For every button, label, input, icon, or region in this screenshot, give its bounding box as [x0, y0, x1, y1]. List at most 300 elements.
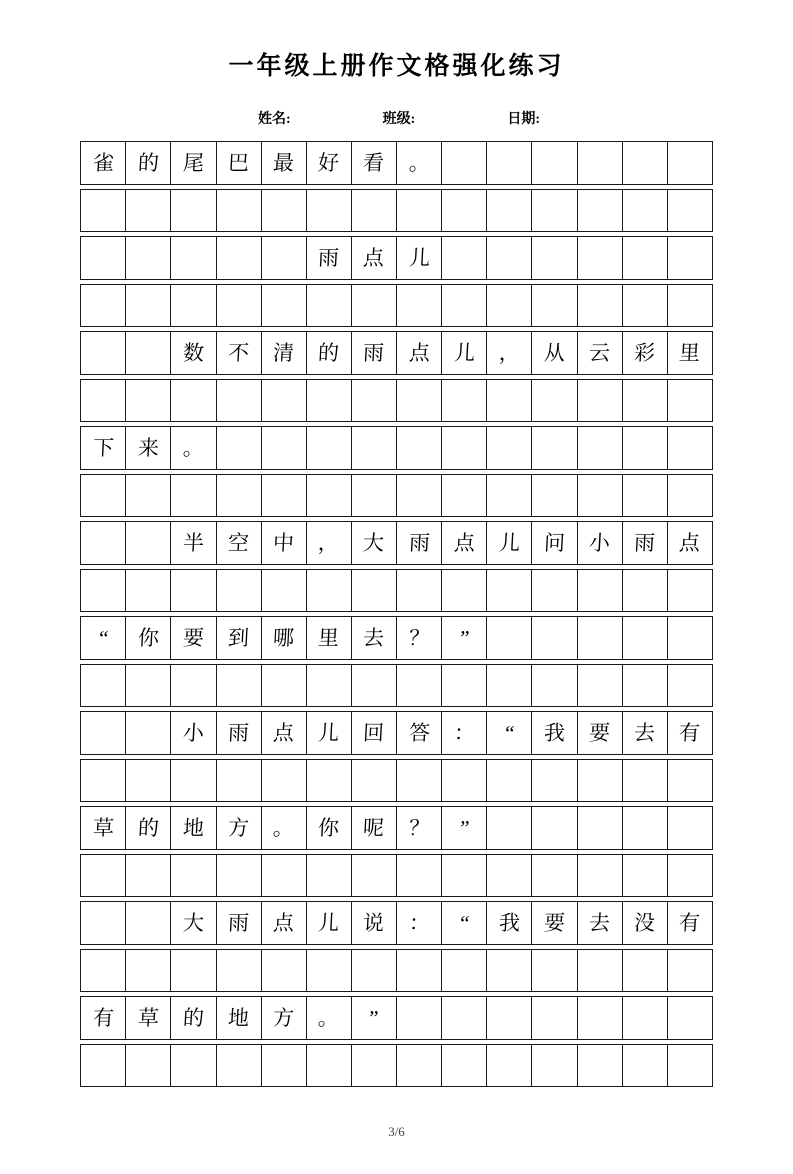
grid-cell-filled[interactable]	[171, 807, 216, 850]
grid-cell-empty[interactable]	[487, 950, 532, 992]
grid-cell-empty[interactable]	[577, 760, 622, 802]
grid-cell-empty[interactable]	[126, 712, 171, 755]
grid-cell-empty[interactable]	[351, 950, 396, 992]
grid-cell-empty[interactable]	[577, 285, 622, 327]
grid-cell-empty[interactable]	[397, 760, 442, 802]
grid-cell-empty[interactable]	[532, 427, 577, 470]
grid-cell-empty[interactable]	[81, 665, 126, 707]
grid-cell-filled[interactable]	[81, 617, 126, 660]
grid-cell-filled[interactable]	[306, 902, 351, 945]
grid-cell-empty[interactable]	[126, 237, 171, 280]
grid-cell-empty[interactable]	[81, 475, 126, 517]
grid-cell-empty[interactable]	[442, 190, 487, 232]
grid-cell-empty[interactable]	[261, 475, 306, 517]
grid-cell-empty[interactable]	[622, 807, 667, 850]
grid-cell-empty[interactable]	[126, 190, 171, 232]
grid-cell-empty[interactable]	[532, 190, 577, 232]
grid-cell-filled[interactable]	[442, 712, 487, 755]
cell-character: 去	[362, 626, 386, 650]
grid-cell-empty[interactable]	[306, 190, 351, 232]
grid-cell-empty[interactable]	[442, 855, 487, 897]
grid-cell-filled[interactable]	[126, 807, 171, 850]
grid-cell-empty[interactable]	[216, 950, 261, 992]
grid-cell-empty[interactable]	[126, 285, 171, 327]
grid-cell-filled[interactable]	[126, 617, 171, 660]
grid-cell-empty[interactable]	[667, 427, 712, 470]
grid-cell-empty[interactable]	[667, 570, 712, 612]
grid-row	[81, 427, 713, 470]
grid-cell-empty[interactable]	[397, 427, 442, 470]
grid-cell-empty[interactable]	[261, 570, 306, 612]
cell-character: 点	[272, 911, 295, 935]
grid-cell-empty[interactable]	[532, 997, 577, 1040]
grid-cell-filled[interactable]	[532, 712, 577, 755]
grid-cell-empty[interactable]	[216, 855, 261, 897]
grid-cell-empty[interactable]	[397, 1045, 442, 1087]
grid-cell-empty[interactable]	[81, 285, 126, 327]
cell-character: 点	[453, 531, 476, 555]
grid-cell-empty[interactable]	[351, 475, 396, 517]
grid-cell-empty[interactable]	[622, 1045, 667, 1087]
grid-cell-empty[interactable]	[261, 285, 306, 327]
grid-cell-empty[interactable]	[442, 950, 487, 992]
grid-cell-empty[interactable]	[81, 902, 126, 945]
grid-cell-empty[interactable]	[171, 855, 216, 897]
grid-cell-filled[interactable]	[261, 997, 306, 1040]
grid-cell-empty[interactable]	[487, 285, 532, 327]
cell-character: 巴	[227, 151, 250, 175]
grid-cell-filled[interactable]	[397, 332, 442, 375]
cell-character: 好	[317, 151, 340, 175]
grid-cell-empty[interactable]	[126, 760, 171, 802]
grid-cell-filled[interactable]	[216, 712, 261, 755]
grid-cell-empty[interactable]	[667, 190, 712, 232]
grid-cell-empty[interactable]	[216, 1045, 261, 1087]
grid-cell-empty[interactable]	[351, 570, 396, 612]
grid-cell-empty[interactable]	[81, 237, 126, 280]
grid-cell-empty[interactable]	[667, 665, 712, 707]
grid-cell-empty[interactable]	[577, 142, 622, 185]
grid-cell-empty[interactable]	[306, 855, 351, 897]
grid-cell-empty[interactable]	[351, 380, 396, 422]
grid-cell-empty[interactable]	[577, 807, 622, 850]
grid-cell-empty[interactable]	[261, 1045, 306, 1087]
grid-cell-filled[interactable]	[667, 712, 712, 755]
grid-cell-empty[interactable]	[532, 380, 577, 422]
grid-cell-empty[interactable]	[622, 760, 667, 802]
grid-cell-empty[interactable]	[397, 950, 442, 992]
grid-cell-filled[interactable]	[532, 332, 577, 375]
grid-cell-empty[interactable]	[351, 285, 396, 327]
grid-cell-empty[interactable]	[216, 475, 261, 517]
grid-cell-empty[interactable]	[171, 570, 216, 612]
grid-cell-empty[interactable]	[532, 617, 577, 660]
grid-cell-filled[interactable]	[171, 997, 216, 1040]
grid-row	[81, 142, 713, 185]
grid-cell-empty[interactable]	[397, 997, 442, 1040]
grid-cell-empty[interactable]	[667, 380, 712, 422]
grid-cell-filled[interactable]	[306, 712, 351, 755]
grid-cell-filled[interactable]	[351, 997, 396, 1040]
grid-cell-empty[interactable]	[442, 142, 487, 185]
grid-cell-filled[interactable]	[216, 902, 261, 945]
grid-cell-empty[interactable]	[126, 332, 171, 375]
grid-cell-filled[interactable]	[442, 332, 487, 375]
grid-cell-filled[interactable]	[397, 142, 442, 185]
grid-cell-empty[interactable]	[487, 475, 532, 517]
grid-cell-filled[interactable]	[622, 522, 667, 565]
grid-cell-empty[interactable]	[81, 570, 126, 612]
grid-cell-empty[interactable]	[306, 570, 351, 612]
cell-character: 小	[588, 531, 611, 555]
grid-cell-filled[interactable]	[442, 807, 487, 850]
grid-cell-empty[interactable]	[81, 760, 126, 802]
grid-cell-empty[interactable]	[397, 665, 442, 707]
grid-cell-filled[interactable]	[81, 142, 126, 185]
grid-cell-filled[interactable]	[351, 522, 396, 565]
grid-cell-empty[interactable]	[306, 760, 351, 802]
grid-cell-empty[interactable]	[667, 950, 712, 992]
grid-cell-empty[interactable]	[532, 807, 577, 850]
grid-cell-empty[interactable]	[667, 997, 712, 1040]
grid-cell-empty[interactable]	[81, 712, 126, 755]
grid-cell-filled[interactable]	[306, 237, 351, 280]
cell-character: ：	[407, 911, 431, 935]
grid-cell-filled[interactable]	[306, 617, 351, 660]
grid-cell-empty[interactable]	[81, 855, 126, 897]
grid-cell-empty[interactable]	[397, 380, 442, 422]
grid-cell-empty[interactable]	[306, 1045, 351, 1087]
grid-cell-filled[interactable]	[216, 332, 261, 375]
grid-cell-empty[interactable]	[442, 427, 487, 470]
grid-cell-empty[interactable]	[667, 285, 712, 327]
grid-cell-empty[interactable]	[442, 997, 487, 1040]
grid-cell-filled[interactable]	[171, 332, 216, 375]
grid-cell-empty[interactable]	[261, 665, 306, 707]
grid-cell-empty[interactable]	[487, 997, 532, 1040]
grid-cell-empty[interactable]	[81, 522, 126, 565]
grid-cell-empty[interactable]	[351, 665, 396, 707]
grid-cell-empty[interactable]	[216, 665, 261, 707]
grid-cell-empty[interactable]	[487, 760, 532, 802]
cell-character: 清	[272, 341, 295, 365]
grid-cell-empty[interactable]	[306, 475, 351, 517]
grid-cell-filled[interactable]	[171, 902, 216, 945]
grid-cell-empty[interactable]	[487, 665, 532, 707]
grid-cell-empty[interactable]	[442, 570, 487, 612]
grid-cell-empty[interactable]	[577, 997, 622, 1040]
grid-cell-filled[interactable]	[577, 332, 622, 375]
grid-cell-empty[interactable]	[126, 902, 171, 945]
grid-cell-empty[interactable]	[532, 237, 577, 280]
grid-row	[81, 522, 713, 565]
grid-cell-empty[interactable]	[171, 380, 216, 422]
grid-cell-empty[interactable]	[306, 665, 351, 707]
grid-cell-empty[interactable]	[216, 570, 261, 612]
grid-cell-empty[interactable]	[442, 285, 487, 327]
grid-cell-empty[interactable]	[351, 760, 396, 802]
grid-cell-filled[interactable]	[532, 902, 577, 945]
grid-cell-empty[interactable]	[577, 380, 622, 422]
grid-cell-empty[interactable]	[442, 760, 487, 802]
grid-cell-filled[interactable]	[126, 997, 171, 1040]
grid-cell-empty[interactable]	[351, 190, 396, 232]
grid-cell-empty[interactable]	[261, 190, 306, 232]
grid-cell-filled[interactable]	[261, 142, 306, 185]
grid-cell-empty[interactable]	[622, 380, 667, 422]
grid-cell-empty[interactable]	[171, 237, 216, 280]
grid-cell-filled[interactable]	[442, 522, 487, 565]
grid-cell-empty[interactable]	[487, 427, 532, 470]
grid-cell-filled[interactable]	[306, 807, 351, 850]
grid-cell-filled[interactable]	[577, 902, 622, 945]
grid-cell-empty[interactable]	[532, 665, 577, 707]
grid-row	[81, 475, 713, 517]
grid-cell-empty[interactable]	[306, 380, 351, 422]
grid-cell-empty[interactable]	[532, 285, 577, 327]
grid-cell-empty[interactable]	[397, 855, 442, 897]
grid-cell-empty[interactable]	[622, 855, 667, 897]
grid-cell-empty[interactable]	[126, 1045, 171, 1087]
grid-cell-filled[interactable]	[397, 522, 442, 565]
grid-cell-empty[interactable]	[126, 380, 171, 422]
grid-cell-filled[interactable]	[306, 142, 351, 185]
grid-cell-empty[interactable]	[667, 807, 712, 850]
grid-cell-empty[interactable]	[622, 950, 667, 992]
grid-cell-empty[interactable]	[487, 1045, 532, 1087]
grid-cell-filled[interactable]	[351, 237, 396, 280]
grid-cell-empty[interactable]	[577, 665, 622, 707]
grid-cell-empty[interactable]	[261, 427, 306, 470]
grid-cell-empty[interactable]	[532, 1045, 577, 1087]
grid-cell-filled[interactable]	[667, 332, 712, 375]
grid-cell-filled[interactable]	[351, 807, 396, 850]
grid-cell-empty[interactable]	[487, 570, 532, 612]
grid-cell-filled[interactable]	[216, 522, 261, 565]
grid-cell-filled[interactable]	[126, 142, 171, 185]
grid-cell-empty[interactable]	[667, 142, 712, 185]
grid-cell-filled[interactable]	[351, 902, 396, 945]
grid-cell-filled[interactable]	[487, 902, 532, 945]
grid-cell-empty[interactable]	[577, 1045, 622, 1087]
grid-cell-filled[interactable]	[442, 617, 487, 660]
grid-cell-filled[interactable]	[81, 997, 126, 1040]
grid-cell-empty[interactable]	[622, 665, 667, 707]
grid-cell-empty[interactable]	[81, 1045, 126, 1087]
grid-cell-empty[interactable]	[577, 855, 622, 897]
grid-cell-filled[interactable]	[397, 712, 442, 755]
grid-cell-empty[interactable]	[442, 665, 487, 707]
grid-cell-empty[interactable]	[216, 760, 261, 802]
grid-cell-empty[interactable]	[126, 950, 171, 992]
grid-cell-filled[interactable]	[216, 997, 261, 1040]
grid-cell-empty[interactable]	[261, 950, 306, 992]
grid-cell-empty[interactable]	[487, 237, 532, 280]
grid-cell-filled[interactable]	[487, 522, 532, 565]
grid-cell-empty[interactable]	[171, 665, 216, 707]
grid-cell-filled[interactable]	[216, 807, 261, 850]
grid-cell-empty[interactable]	[622, 142, 667, 185]
grid-cell-empty[interactable]	[622, 285, 667, 327]
cell-character: 的	[182, 1006, 205, 1030]
grid-cell-empty[interactable]	[397, 570, 442, 612]
grid-cell-empty[interactable]	[667, 760, 712, 802]
grid-cell-empty[interactable]	[261, 237, 306, 280]
grid-cell-empty[interactable]	[351, 855, 396, 897]
grid-cell-filled[interactable]	[351, 712, 396, 755]
grid-cell-empty[interactable]	[216, 380, 261, 422]
grid-cell-filled[interactable]	[126, 427, 171, 470]
grid-cell-filled[interactable]	[397, 617, 442, 660]
grid-cell-empty[interactable]	[487, 190, 532, 232]
grid-cell-empty[interactable]	[261, 380, 306, 422]
grid-cell-filled[interactable]	[487, 332, 532, 375]
grid-cell-empty[interactable]	[532, 142, 577, 185]
grid-cell-empty[interactable]	[667, 1045, 712, 1087]
grid-cell-empty[interactable]	[667, 855, 712, 897]
cell-character: 你	[317, 816, 340, 840]
grid-cell-filled[interactable]	[261, 522, 306, 565]
grid-cell-empty[interactable]	[532, 855, 577, 897]
grid-cell-filled[interactable]	[622, 712, 667, 755]
grid-cell-filled[interactable]	[216, 142, 261, 185]
grid-cell-empty[interactable]	[261, 760, 306, 802]
grid-cell-empty[interactable]	[81, 950, 126, 992]
grid-cell-empty[interactable]	[397, 190, 442, 232]
grid-cell-empty[interactable]	[171, 950, 216, 992]
grid-cell-empty[interactable]	[667, 475, 712, 517]
grid-cell-filled[interactable]	[397, 902, 442, 945]
grid-row	[81, 190, 713, 232]
date-field-label: 日期:	[507, 112, 541, 127]
grid-cell-empty[interactable]	[577, 190, 622, 232]
grid-cell-empty[interactable]	[487, 142, 532, 185]
grid-cell-empty[interactable]	[306, 950, 351, 992]
grid-cell-filled[interactable]	[171, 142, 216, 185]
grid-cell-empty[interactable]	[81, 190, 126, 232]
grid-cell-empty[interactable]	[532, 475, 577, 517]
grid-cell-filled[interactable]	[577, 522, 622, 565]
grid-cell-filled[interactable]	[667, 902, 712, 945]
grid-cell-empty[interactable]	[261, 855, 306, 897]
grid-cell-empty[interactable]	[216, 190, 261, 232]
grid-cell-empty[interactable]	[487, 807, 532, 850]
grid-cell-filled[interactable]	[397, 237, 442, 280]
grid-cell-empty[interactable]	[216, 237, 261, 280]
grid-cell-empty[interactable]	[487, 855, 532, 897]
grid-cell-empty[interactable]	[351, 427, 396, 470]
grid-cell-empty[interactable]	[622, 427, 667, 470]
grid-cell-empty[interactable]	[126, 475, 171, 517]
cell-character: 空	[227, 531, 250, 555]
grid-cell-filled[interactable]	[81, 807, 126, 850]
grid-row	[81, 285, 713, 327]
grid-cell-empty[interactable]	[171, 285, 216, 327]
grid-cell-empty[interactable]	[126, 570, 171, 612]
grid-cell-filled[interactable]	[351, 617, 396, 660]
grid-cell-empty[interactable]	[126, 855, 171, 897]
grid-cell-empty[interactable]	[532, 950, 577, 992]
grid-cell-filled[interactable]	[577, 712, 622, 755]
grid-cell-filled[interactable]	[622, 332, 667, 375]
grid-cell-empty[interactable]	[667, 617, 712, 660]
grid-row	[81, 712, 713, 755]
grid-cell-empty[interactable]	[622, 617, 667, 660]
grid-cell-filled[interactable]	[81, 427, 126, 470]
grid-cell-empty[interactable]	[577, 237, 622, 280]
grid-cell-empty[interactable]	[667, 237, 712, 280]
grid-cell-empty[interactable]	[577, 427, 622, 470]
grid-cell-empty[interactable]	[577, 475, 622, 517]
grid-cell-filled[interactable]	[442, 902, 487, 945]
grid-cell-filled[interactable]	[261, 807, 306, 850]
grid-cell-empty[interactable]	[442, 1045, 487, 1087]
grid-cell-filled[interactable]	[261, 617, 306, 660]
grid-cell-empty[interactable]	[126, 665, 171, 707]
grid-cell-filled[interactable]	[351, 332, 396, 375]
grid-cell-empty[interactable]	[397, 475, 442, 517]
grid-cell-empty[interactable]	[487, 617, 532, 660]
grid-cell-filled[interactable]	[487, 712, 532, 755]
grid-cell-empty[interactable]	[81, 380, 126, 422]
grid-cell-empty[interactable]	[442, 475, 487, 517]
grid-cell-filled[interactable]	[216, 617, 261, 660]
grid-cell-empty[interactable]	[216, 285, 261, 327]
grid-cell-empty[interactable]	[397, 285, 442, 327]
grid-cell-filled[interactable]	[351, 142, 396, 185]
grid-cell-empty[interactable]	[442, 237, 487, 280]
grid-cell-empty[interactable]	[81, 332, 126, 375]
grid-cell-filled[interactable]	[171, 712, 216, 755]
grid-cell-filled[interactable]	[171, 617, 216, 660]
grid-cell-filled[interactable]	[622, 902, 667, 945]
grid-cell-filled[interactable]	[261, 902, 306, 945]
grid-cell-empty[interactable]	[351, 1045, 396, 1087]
grid-cell-empty[interactable]	[442, 380, 487, 422]
grid-cell-empty[interactable]	[216, 427, 261, 470]
grid-cell-empty[interactable]	[577, 950, 622, 992]
grid-cell-empty[interactable]	[532, 570, 577, 612]
grid-cell-filled[interactable]	[171, 427, 216, 470]
grid-cell-empty[interactable]	[487, 380, 532, 422]
grid-cell-filled[interactable]	[171, 522, 216, 565]
grid-cell-filled[interactable]	[261, 332, 306, 375]
grid-cell-empty[interactable]	[171, 190, 216, 232]
grid-cell-empty[interactable]	[622, 475, 667, 517]
grid-cell-empty[interactable]	[126, 522, 171, 565]
grid-cell-filled[interactable]	[261, 712, 306, 755]
grid-cell-empty[interactable]	[306, 427, 351, 470]
grid-cell-filled[interactable]	[306, 332, 351, 375]
grid-cell-filled[interactable]	[667, 522, 712, 565]
grid-cell-empty[interactable]	[306, 285, 351, 327]
grid-cell-empty[interactable]	[622, 190, 667, 232]
grid-row	[81, 617, 713, 660]
grid-cell-empty[interactable]	[577, 617, 622, 660]
grid-cell-empty[interactable]	[622, 570, 667, 612]
grid-cell-empty[interactable]	[622, 237, 667, 280]
grid-cell-empty[interactable]	[532, 760, 577, 802]
grid-cell-empty[interactable]	[577, 570, 622, 612]
grid-cell-filled[interactable]	[306, 997, 351, 1040]
grid-cell-filled[interactable]	[306, 522, 351, 565]
grid-cell-filled[interactable]	[397, 807, 442, 850]
grid-cell-empty[interactable]	[171, 1045, 216, 1087]
grid-cell-empty[interactable]	[171, 760, 216, 802]
grid-cell-empty[interactable]	[622, 997, 667, 1040]
grid-cell-filled[interactable]	[532, 522, 577, 565]
grid-cell-empty[interactable]	[171, 475, 216, 517]
